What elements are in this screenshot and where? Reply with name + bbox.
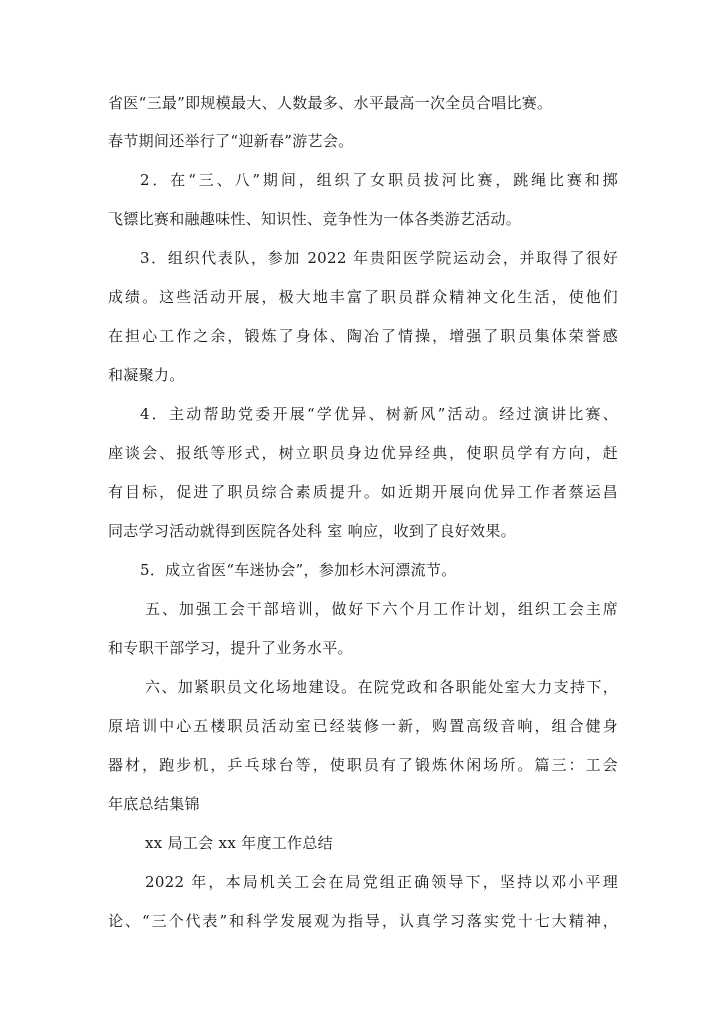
text-line: 4．主动帮助党委开展“学优异、树新风”活动。经过演讲比赛、 <box>140 405 618 423</box>
text-line: 和凝聚力。 <box>108 366 185 384</box>
text-line: 和专职干部学习，提升了业务水平。 <box>108 639 353 657</box>
text-line: 论、“三个代表”和科学发展观为指导，认真学习落实党十七大精神， <box>108 912 618 930</box>
text-line: 飞镖比赛和融趣味性、知识性、竞争性为一体各类游艺活动。 <box>108 210 522 228</box>
text-line: 同志学习活动就得到医院各处科 室 响应，收到了良好效果。 <box>108 522 516 540</box>
text-line: 有目标，促进了职员综合素质提升。如近期开展向优异工作者蔡运昌 <box>108 483 618 501</box>
text-line: 在担心工作之余，锻炼了身体、陶冶了情操，增强了职员集体荣誉感 <box>108 327 618 345</box>
text-line: 五、加强工会干部培训，做好下六个月工作计划，组织工会主席 <box>145 600 618 618</box>
text-line: 5．成立省医“车迷协会”，参加杉木河漂流节。 <box>140 561 457 579</box>
text-line: 省医“三最”即规模最大、人数最多、水平最高一次全员合唱比赛。 <box>108 94 553 112</box>
text-line: 2．在“三、八”期间，组织了女职员拔河比赛，跳绳比赛和掷 <box>140 171 618 189</box>
text-line: 原培训中心五楼职员活动室已经装修一新，购置高级音响，组合健身 <box>108 717 618 735</box>
text-line: 器材，跑步机，乒乓球台等，使职员有了锻炼休闲场所。篇三：工会 <box>108 756 618 774</box>
text-line: 3．组织代表队，参加 2022 年贵阳医学院运动会，并取得了很好 <box>140 249 618 267</box>
text-line: 座谈会、报纸等形式，树立职员身边优异经典，使职员学有方向，赶 <box>108 444 618 462</box>
text-line: 六、加紧职员文化场地建设。在院党政和各职能处室大力支持下， <box>145 678 618 696</box>
section-heading: xx 局工会 xx 年度工作总结 <box>145 834 333 852</box>
text-line: 成绩。这些活动开展，极大地丰富了职员群众精神文化生活，使他们 <box>108 288 618 306</box>
text-line: 春节期间还举行了“迎新春”游艺会。 <box>108 132 354 150</box>
text-line: 年底总结集锦 <box>108 795 200 813</box>
text-line: 2022 年，本局机关工会在局党组正确领导下，坚持以邓小平理 <box>145 873 618 891</box>
